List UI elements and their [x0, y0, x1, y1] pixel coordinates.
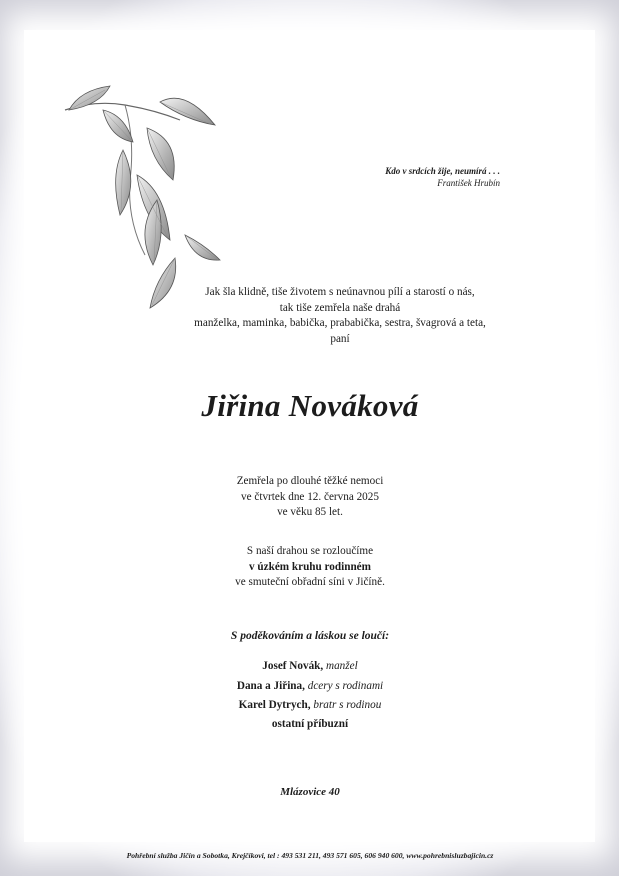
farewell-line: S naší drahou se rozloučíme: [246, 545, 374, 557]
death-line: Zemřela po dlouhé těžké nemoci: [236, 475, 384, 487]
mourner-name: Karel Dytrych,: [238, 699, 311, 711]
footer-contact: Pohřební služba Jičín a Sobotka, Krejčíkovi, tel : 493 531 211, 493 571 605, 606 940 600, www.pohrebnisluzbajicin.cz: [126, 851, 494, 860]
deceased-name: Jiřina Nováková: [201, 388, 419, 423]
intro-line: manželka, maminka, babička, prababička, sestra, švagrová a teta,: [194, 317, 486, 329]
motto-quote: Kdo v srdcích žije, neumírá . . .: [385, 166, 500, 176]
mourner-name: ostatní příbuzní: [271, 718, 349, 730]
mourner-item: [130, 680, 490, 692]
intro-text: [150, 285, 530, 347]
motto: [330, 165, 500, 189]
motto-author: František Hrubín: [437, 178, 500, 188]
mourner-item: [130, 699, 490, 711]
intro-line: paní: [330, 332, 350, 345]
farewell-line-emphasis: v úzkém kruhu rodinném: [249, 560, 371, 573]
mourner-relation: manžel: [326, 660, 358, 672]
death-line: ve čtvrtek dne 12. června 2025: [241, 490, 379, 503]
thanks-title: S poděkováním a láskou se loučí:: [230, 630, 390, 642]
mourner-name: Josef Novák,: [262, 660, 324, 672]
address: Mlázovice 40: [280, 786, 340, 798]
mourner-name: Dana a Jiřina,: [236, 680, 305, 692]
intro-line: Jak šla klidně, tiše životem s neúnavnou pílí a starostí o nás,: [205, 286, 475, 298]
death-line: ve věku 85 let.: [277, 506, 343, 518]
farewell-line: ve smuteční obřadní síni v Jičíně.: [235, 576, 385, 588]
leaves-illustration: [55, 80, 230, 312]
mourner-relation: dcery s rodinami: [307, 680, 384, 692]
mourner-relation: bratr s rodinou: [313, 699, 382, 711]
farewell-info: [130, 544, 490, 591]
mourner-item: [130, 660, 490, 672]
intro-line: tak tiše zemřela naše drahá: [279, 301, 401, 314]
death-info: [160, 474, 460, 521]
mourner-item: [130, 718, 490, 730]
